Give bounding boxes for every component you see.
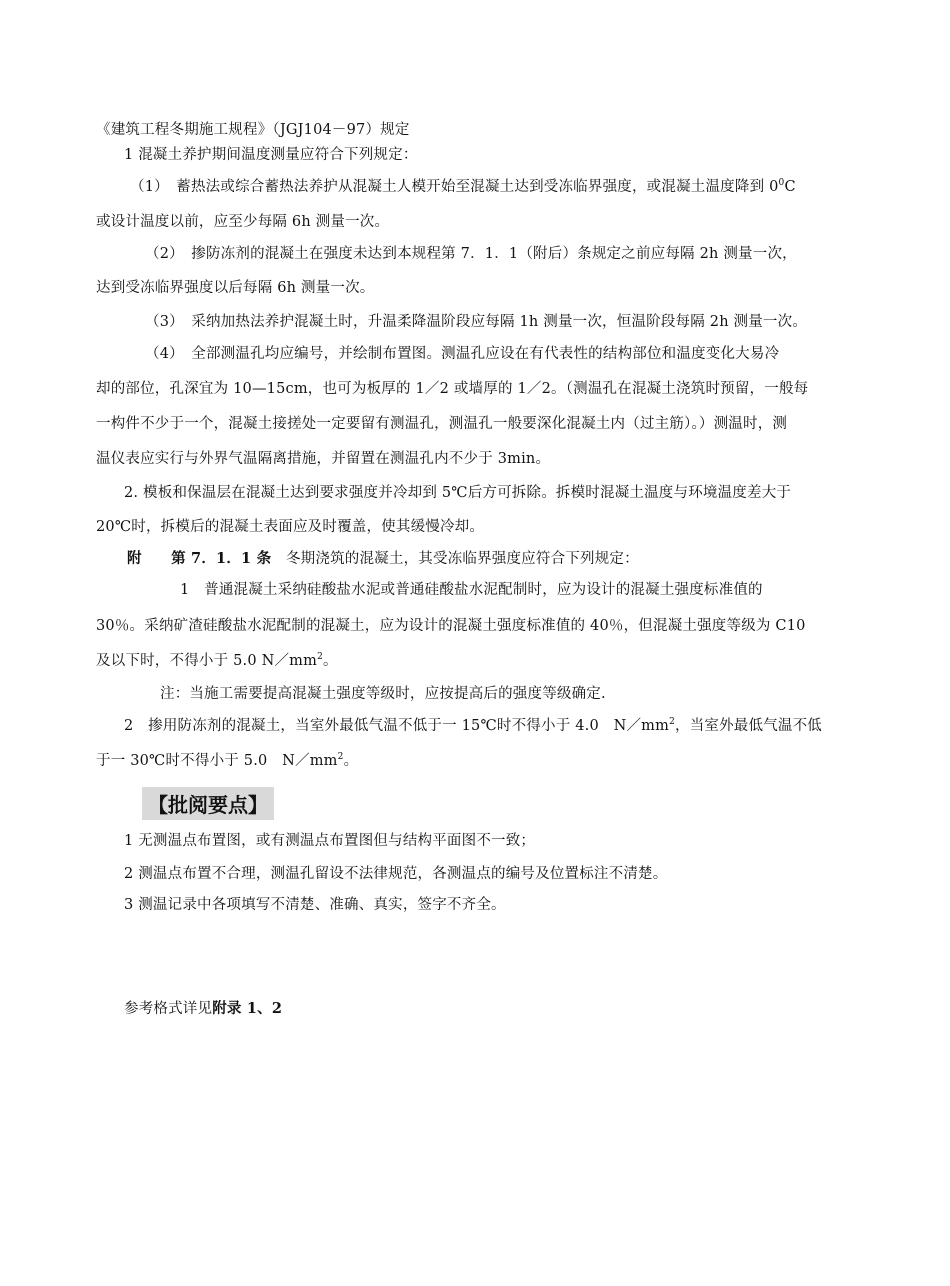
rule-2-line-1: 2. 模板和保温层在混凝土达到要求强度并冷却到 5℃后方可拆除。拆模时混凝土温度与环境温度差大于 <box>124 485 792 501</box>
review-heading: 【批阅要点】 <box>142 787 274 820</box>
appendix-note: 注：当施工需要提高混凝土强度等级时，应按提高后的强度等级确定. <box>160 686 606 702</box>
rule-1-item-4-line-2: 却的部位，孔深宜为 10—15cm，也可为板厚的 1／2 或墙厚的 1／2。（测温孔在混凝土浇筑时预留，一般每 <box>96 381 809 397</box>
rule-1-item-1-line-2: 或设计温度以前，应至少每隔 6h 测量一次。 <box>96 214 390 230</box>
appendix-clause-2-line-2: 于一 30℃时不得小于 5.0 $N/mm^2$。 <box>96 752 359 769</box>
appendix-clause-2-line-1: 2 掺用防冻剂的混凝土，当室外最低气温不低于一 15℃时不得小于 4.0 $N/mm^2$，当室外最低气温不低 <box>124 717 822 734</box>
rule-1-item-2-line-2: 达到受冻临界强度以后每隔 6h 测量一次。 <box>96 280 375 296</box>
rule-1-item-4-line-3: 一构件不少于一个，混凝土接搓处一定要留有测温孔，测温孔一般要深化混凝土内（过主筋）。）测温时，测 <box>96 416 788 432</box>
document-title: 《建筑工程冬期施工规程》（JGJ104－97）规定 <box>96 122 410 138</box>
rule-1-lead: 1 混凝土养护期间温度测量应符合下列规定： <box>124 147 418 163</box>
appendix-clause-1-line-2: 30％。采纳矿渣硅酸盐水泥配制的混凝土，应为设计的混凝土强度标准值的 40％，但混凝土强度等级为 C10 <box>96 618 806 634</box>
rule-1-item-2-line-1: （2） 掺防冻剂的混凝土在强度未达到本规程第 7．1．1（附后）条规定之前应每隔 2h 测量一次， <box>145 246 797 262</box>
rule-1-item-3: （3） 采纳加热法养护混凝土时，升温柔降温阶段应每隔 1h 测量一次，恒温阶段每隔 2h 测量一次。 <box>145 314 808 330</box>
rule-1-item-4-line-1: （4） 全部测温孔均应编号，并绘制布置图。测温孔应设在有代表性的结构部位和温度变化大易冷 <box>145 346 780 362</box>
appendix-clause-1-line-1: 1 普通混凝土采纳硅酸盐水泥或普通硅酸盐水泥配制时，应为设计的混凝土强度标准值的 <box>180 582 763 598</box>
review-item-2: 2 测温点布置不合理，测温孔留设不法律规范，各测温点的编号及位置标注不清楚。 <box>124 866 668 882</box>
appendix-label: 附 第 7．1．1 条 <box>127 550 272 567</box>
reference-line <box>124 997 282 1018</box>
rule-1-item-1-line-1: （1） 蓄热法或综合蓄热法养护从混凝土人模开始至混凝土达到受冻临界强度，或混凝土温度降到 $0^0C$ <box>130 178 796 195</box>
appendix-header <box>127 547 639 568</box>
appendix-intro: 冬期浇筑的混凝土，其受冻临界强度应符合下列规定： <box>271 551 639 567</box>
appendix-clause-1-line-3: 及以下时，不得小于 5.0 $N/mm^2$。 <box>96 652 338 669</box>
rule-1-item-4-line-4: 温仪表应实行与外界气温隔离措施，并留置在测温孔内不少于 3min。 <box>96 451 551 467</box>
review-item-3: 3 测温记录中各项填写不清楚、准确、真实，签字不齐全。 <box>124 897 506 913</box>
reference-appendix-link: 附录 1、2 <box>212 1000 283 1017</box>
review-item-1: 1 无测温点布置图，或有测温点布置图但与结构平面图不一致； <box>124 833 536 849</box>
reference-prefix: 参考格式详见 <box>124 1001 213 1017</box>
rule-2-line-2: 20℃时，拆模后的混凝土表面应及时覆盖，使其缓慢冷却。 <box>96 519 485 535</box>
